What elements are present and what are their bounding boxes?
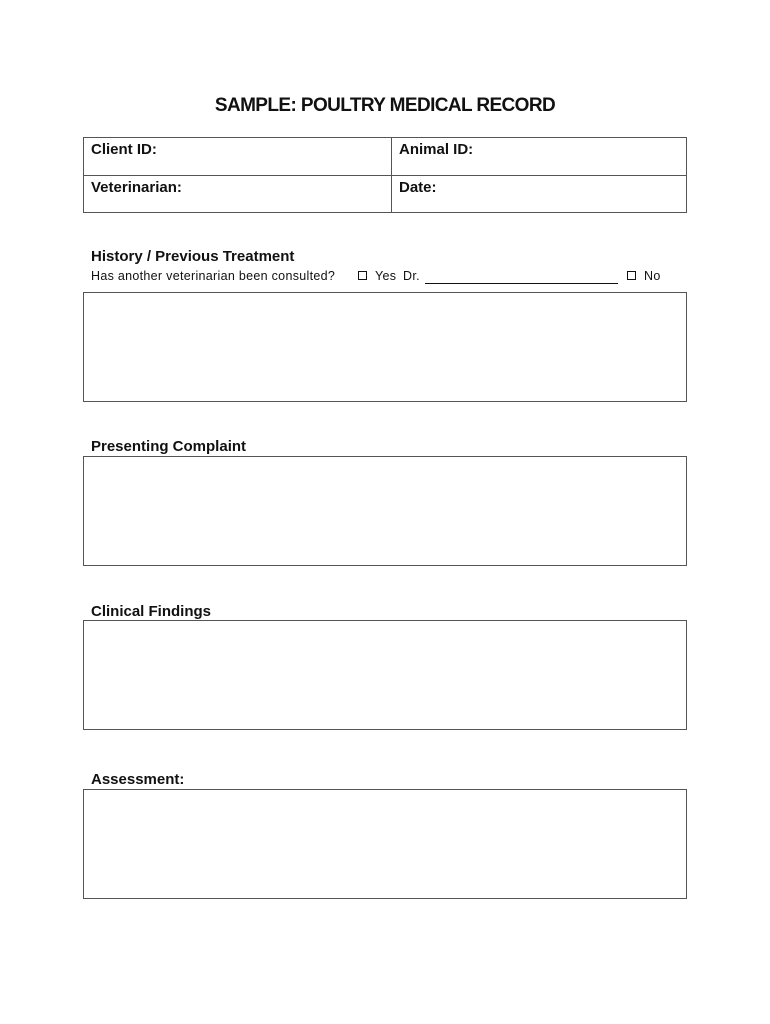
animal-id-label: Animal ID: <box>399 141 474 158</box>
veterinarian-field[interactable] <box>84 175 392 213</box>
client-id-label: Client ID: <box>91 141 157 158</box>
clinical-findings-box[interactable] <box>83 620 687 730</box>
client-id-field[interactable] <box>84 138 392 176</box>
dr-label: Dr. <box>403 269 420 283</box>
consult-question-line <box>91 269 691 287</box>
assessment-heading: Assessment: <box>91 771 185 788</box>
presenting-complaint-box[interactable] <box>83 456 687 566</box>
consult-question-text: Has another veterinarian been consulted? <box>91 269 336 283</box>
dr-name-line[interactable] <box>425 283 618 284</box>
presenting-complaint-heading: Presenting Complaint <box>91 438 247 455</box>
assessment-box[interactable] <box>83 789 687 899</box>
record-info-table <box>83 137 687 213</box>
date-label: Date: <box>399 178 437 196</box>
no-checkbox[interactable] <box>627 271 636 280</box>
history-box[interactable] <box>83 292 687 402</box>
date-field[interactable] <box>392 175 687 213</box>
history-heading: History / Previous Treatment <box>91 248 295 265</box>
clinical-findings-heading: Clinical Findings <box>91 603 212 620</box>
yes-label: Yes <box>375 269 397 283</box>
document-title: SAMPLE: POULTRY MEDICAL RECORD <box>214 95 556 116</box>
animal-id-field[interactable] <box>392 138 687 176</box>
no-label: No <box>644 269 661 283</box>
yes-checkbox[interactable] <box>358 271 367 280</box>
veterinarian-label: Veterinarian: <box>91 178 182 196</box>
